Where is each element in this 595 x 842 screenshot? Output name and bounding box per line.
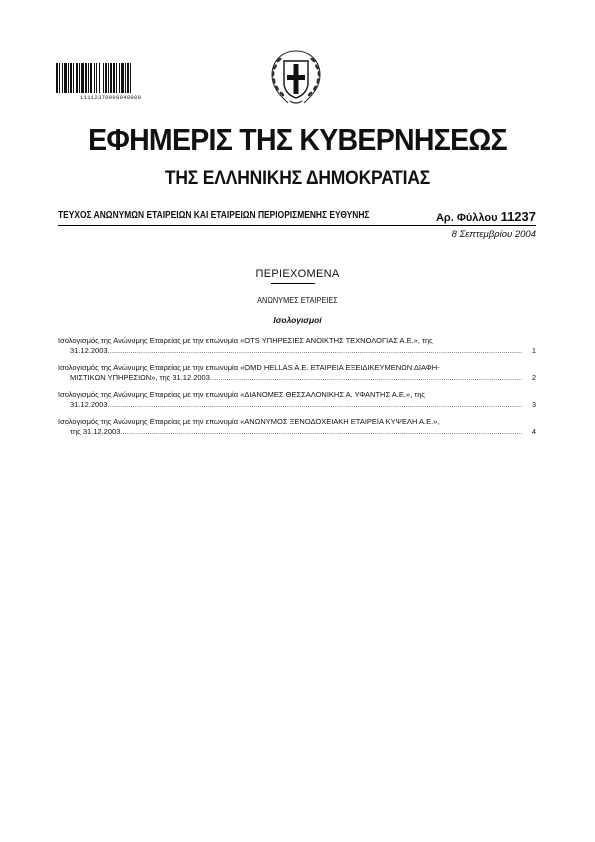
barcode-bar	[76, 63, 78, 93]
entry-text: Ισολογισμός της Ανώνυμης Εταιρείας με την επωνυμία «ΔΙΑΝΟΜΕΣ ΘΕΣΣΑΛΟΝΙΚΗΣ Α. ΥΦΑΝΤΗΣ Α.Ε.», της	[58, 390, 426, 399]
barcode-bar	[56, 63, 58, 93]
contents-heading-text: ΠΕΡΙΕΧΟΜΕΝΑ	[255, 268, 340, 280]
entry-page-number: 2	[531, 373, 536, 382]
barcode-bar	[68, 63, 69, 93]
issue-date: 8 Σεπτεμβρίου 2004	[451, 229, 536, 240]
barcode-bar	[99, 63, 100, 93]
header-divider	[58, 225, 536, 226]
issue-type: ΤΕΥΧΟΣ ΑΝΩΝΥΜΩΝ ΕΤΑΙΡΕΙΩΝ ΚΑΙ ΕΤΑΙΡΕΙΩΝ ΠΕΡΙΟΡΙΣΜΕΝΗΣ ΕΥΘΥΝΗΣ	[58, 210, 370, 221]
contents-underline	[271, 283, 315, 284]
barcode-bar	[85, 63, 87, 93]
entry-text: Ισολογισμός της Ανώνυμης Εταιρείας με την επωνυμία «OMD HELLAS A.E. ΕΤΑΙΡΕΙΑ ΕΞΕΙΔΙΚΕΥΜΕΝΩΝ ΔΙΑΦΗ-	[58, 363, 440, 372]
entry-date: της 31.12.2003	[70, 427, 121, 436]
barcode-bar	[94, 63, 95, 93]
contents-heading	[0, 268, 595, 280]
barcode-bar	[64, 63, 67, 93]
leader-dots	[120, 427, 522, 437]
barcode-bar	[113, 63, 115, 93]
section-heading: ΑΝΩΝΥΜΕΣ ΕΤΑΙΡΕΙΕΣ	[257, 296, 338, 305]
contents-entry[interactable]	[58, 390, 536, 410]
barcode-bar	[130, 63, 131, 93]
gazette-subtitle: ΤΗΣ ΕΛΛΗΝΙΚΗΣ ΔΗΜΟΚΡΑΤΙΑΣ	[164, 168, 431, 189]
contents-entry[interactable]	[58, 417, 536, 437]
entry-date: 31.12.2003	[70, 346, 108, 355]
barcode-bar	[127, 63, 129, 93]
entry-date: 31.12.2003	[70, 400, 108, 409]
leader-dots	[108, 346, 522, 356]
barcode-bar	[125, 63, 126, 93]
barcode-bar	[103, 63, 104, 93]
issue-line	[58, 210, 536, 224]
barcode-bar	[116, 63, 117, 93]
barcode	[55, 63, 159, 93]
barcode-bar	[110, 63, 112, 93]
barcode-bar	[121, 63, 124, 93]
barcode-bar	[79, 63, 80, 93]
entry-date: ΜΙΣΤΙΚΩΝ ΥΠΗΡΕΣΙΩΝ», της 31.12.2003	[70, 373, 210, 382]
leader-dots	[108, 400, 522, 410]
barcode-bar	[59, 63, 60, 93]
barcode-bar	[105, 63, 107, 93]
entry-page-number: 3	[531, 400, 536, 409]
barcode-number: 11112370009040000	[80, 94, 142, 101]
entry-text-cont	[58, 400, 522, 410]
entry-text-cont	[58, 427, 522, 437]
sheet-label: Αρ. Φύλλου	[435, 212, 498, 224]
contents-entry[interactable]	[58, 363, 536, 383]
greek-coat-of-arms-icon	[260, 45, 332, 117]
sheet-number	[436, 209, 536, 224]
entry-text: Ισολογισμός της Ανώνυμης Εταιρείας με την επωνυμία «ΑΝΩΝΥΜΟΣ ΞΕΝΟΔΟΧΕΙΑΚΗ ΕΤΑΙΡΕΙΑ ΚΥΨΕΛΗ Α.Ε.»,	[58, 417, 440, 426]
contents-list	[58, 336, 536, 444]
entry-page-number: 1	[531, 346, 536, 355]
barcode-bar	[96, 63, 97, 93]
gazette-title: ΕΦΗΜΕΡΙΣ ΤΗΣ ΚΥΒΕΡΝΗΣΕΩΣ	[88, 122, 507, 157]
barcode-bar	[90, 63, 92, 93]
leader-dots	[210, 373, 522, 383]
barcode-bar	[81, 63, 84, 93]
contents-entry[interactable]	[58, 336, 536, 356]
sheet-number-value: 11237	[500, 209, 536, 224]
entry-text-cont	[58, 346, 522, 356]
barcode-bar	[73, 63, 74, 93]
barcode-bar	[108, 63, 109, 93]
entry-text: Ισολογισμός της Ανώνυμης Εταιρείας με την επωνυμία «OTS ΥΠΗΡΕΣΙΕΣ ΑΝΟΙΚΤΗΣ ΤΕΧΝΟΛΟΓΙΑΣ Α.Ε.», της	[58, 336, 433, 345]
barcode-bar	[62, 63, 63, 93]
barcode-bar	[119, 63, 120, 93]
entry-text-cont	[58, 373, 522, 383]
subsection-heading: Ισολογισμοί	[273, 315, 322, 325]
barcode-bar	[88, 63, 89, 93]
barcode-bar	[70, 63, 72, 93]
entry-page-number: 4	[531, 427, 536, 436]
